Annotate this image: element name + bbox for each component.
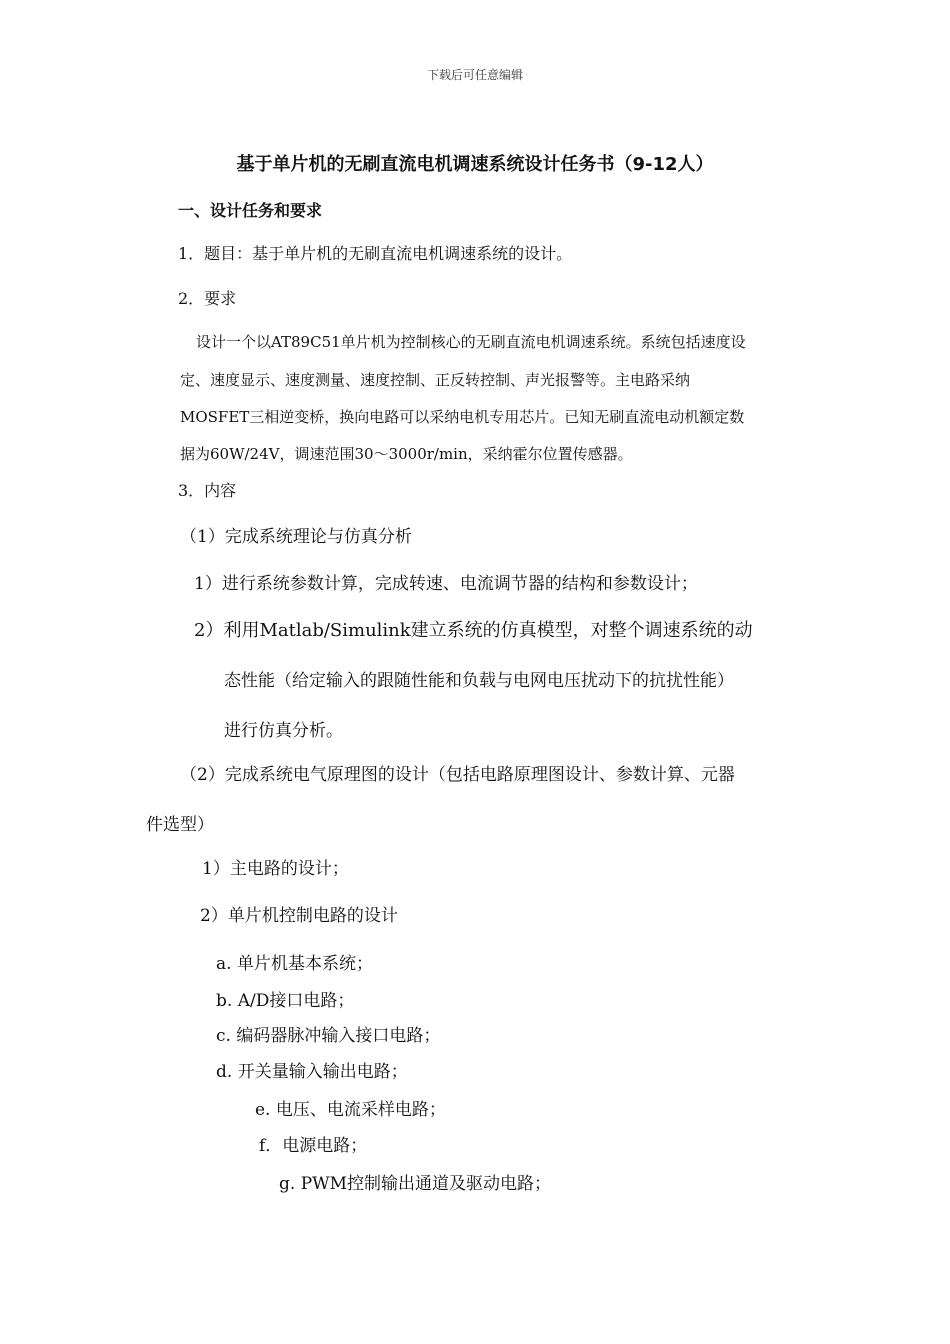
sub-item-e: e. 电压、电流采样电路； — [255, 1100, 446, 1120]
content-part-2: （2）完成系统电气原理图的设计（包括电路原理图设计、参数计算、元器 — [180, 765, 735, 785]
sub-item-d: d. 开关量输入输出电路； — [216, 1062, 408, 1082]
item-requirements: 2．要求 — [178, 289, 237, 308]
requirement-line: MOSFET三相逆变桥，换向电路可以采纳电机专用芯片。已知无刷直流电动机额定数 — [180, 408, 745, 426]
requirement-line: 据为60W/24V，调速范围30～3000r/min，采纳霍尔位置传感器。 — [180, 445, 633, 463]
content-1-2: 2）利用Matlab/Simulink建立系统的仿真模型，对整个调速系统的动 — [194, 620, 753, 641]
sub-item-c: c. 编码器脉冲输入接口电路； — [216, 1026, 441, 1046]
content-2-1: 1）主电路的设计； — [202, 859, 349, 879]
sub-item-g: g. PWM控制输出通道及驱动电路； — [279, 1174, 552, 1194]
sub-item-f: f．电源电路； — [259, 1136, 368, 1156]
sub-item-a: a. 单片机基本系统； — [216, 954, 373, 974]
content-part-1: （1）完成系统理论与仿真分析 — [180, 527, 412, 547]
content-2-2: 2）单片机控制电路的设计 — [200, 906, 398, 926]
item-content: 3．内容 — [178, 481, 237, 500]
sub-item-b: b. A/D接口电路； — [216, 991, 355, 1011]
content-1-2-cont: 态性能（给定输入的跟随性能和负载与电网电压扰动下的抗扰性能） — [224, 671, 734, 691]
requirement-line: 定、速度显示、速度测量、速度控制、正反转控制、声光报警等。主电路采纳 — [180, 371, 691, 389]
item-topic: 1．题目：基于单片机的无刷直流电机调速系统的设计。 — [178, 244, 573, 263]
content-1-2-cont: 进行仿真分析。 — [224, 721, 343, 741]
document-title: 基于单片机的无刷直流电机调速系统设计任务书（9-12人） — [236, 154, 714, 175]
content-1-1: 1）进行系统参数计算，完成转速、电流调节器的结构和参数设计； — [194, 574, 698, 594]
requirement-line: 设计一个以AT89C51单片机为控制核心的无刷直流电机调速系统。系统包括速度设 — [196, 333, 746, 351]
content-part-2-cont: 件选型） — [146, 815, 214, 835]
section-heading: 一、设计任务和要求 — [178, 201, 323, 220]
page-header: 下载后可任意编辑 — [426, 68, 523, 82]
